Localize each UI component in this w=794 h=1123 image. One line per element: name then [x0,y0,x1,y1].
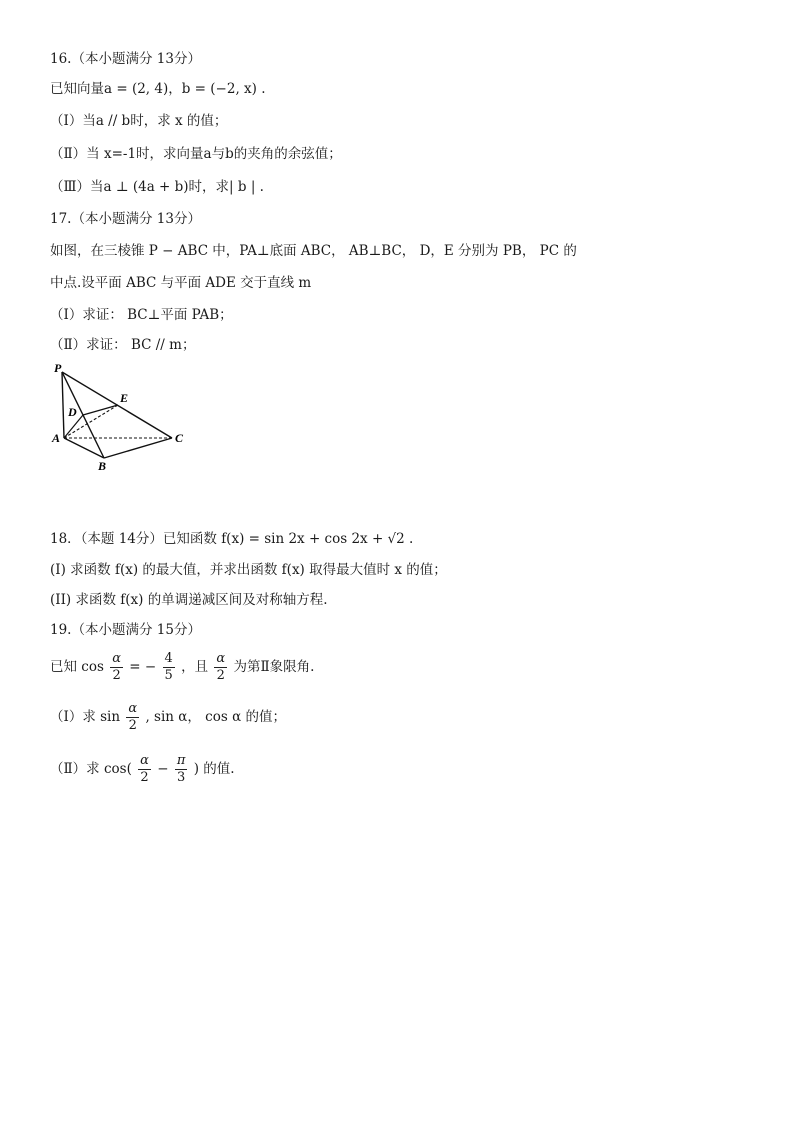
fraction-pi-over-3 [175,753,188,786]
q16-part2: （Ⅱ）当 x=-1时，求向量a与b的夹角的余弦值； [50,146,342,162]
frac-num: 4 [164,651,173,666]
pyramid-figure [48,360,198,475]
frac-den: 2 [112,668,121,683]
q19-given-mid: ，且 [181,659,209,675]
edge-BC [104,438,172,458]
q18-part1: (I) 求函数 f(x) 的最大值，并求出函数 f(x) 取得最大值时 x 的值； [50,562,447,578]
label-P: P [54,361,62,375]
q16-given: 已知向量a = (2, 4)，b = (−2, x) . [50,81,266,97]
label-B: B [98,459,107,473]
q17-given-1: 如图，在三棱锥 P − ABC 中，PA⊥底面 ABC， AB⊥BC， D，E 分别为 PB， PC 的 [50,243,577,259]
q17-heading: 17.（本小题满分 13分） [50,211,201,227]
q19-part1-pre: （Ⅰ）求 sin [50,709,121,725]
q18-part2: (II) 求函数 f(x) 的单调递减区间及对称轴方程. [50,592,328,608]
q19-part2-post: ) 的值. [193,761,235,777]
fraction-4-over-5 [163,651,175,684]
edge-PA [62,372,64,438]
q19-part2-pre: （Ⅱ）求 cos( [50,761,132,777]
frac-num: α [216,651,226,666]
q17-given-2: 中点.设平面 ABC 与平面 ADE 交于直线 m [50,275,312,291]
q19-given [50,650,314,684]
fraction-alpha-over-2 [110,651,123,684]
q17-part1: （Ⅰ）求证： BC⊥平面 PAB； [50,307,233,323]
fraction-alpha-over-2 [138,753,151,786]
frac-den: 2 [140,770,149,785]
edge-AB [64,438,104,458]
label-A: A [52,431,61,445]
q19-given-eq: = − [129,659,157,675]
frac-den: 5 [164,668,173,683]
q19-given-post: 为第Ⅱ象限角. [233,659,315,675]
q19-heading: 19.（本小题满分 15分） [50,622,201,638]
q16-part1: （Ⅰ）当a // b时，求 x 的值； [50,113,228,129]
fraction-alpha-over-2 [126,701,139,734]
frac-num: α [140,753,149,768]
label-C: C [175,431,184,445]
q19-given-cos: 已知 cos [50,659,104,675]
frac-num: α [112,651,121,666]
q19-part2-minus: − [157,761,169,777]
q17-part2: （Ⅱ）求证： BC // m； [50,337,196,353]
edge-DE [83,405,118,415]
frac-num: π [176,753,186,768]
frac-den: 2 [128,718,137,733]
q19-part1-post: , sin α， cos α 的值； [145,709,286,725]
frac-den: 3 [176,770,186,785]
label-E: E [120,391,129,405]
q19-part1 [50,700,286,734]
q16-part3: （Ⅲ）当a ⊥ (4a + b)时，求| b | . [50,179,264,195]
frac-den: 2 [216,668,225,683]
fraction-alpha-over-2 [214,651,227,684]
q16-heading: 16.（本小题满分 13分） [50,51,201,67]
q19-part2 [50,752,235,786]
frac-num: α [128,701,138,716]
q18-heading: 18．（本题 14分）已知函数 f(x) = sin 2x + cos 2x + √2 . [50,531,414,547]
label-D: D [68,405,77,419]
